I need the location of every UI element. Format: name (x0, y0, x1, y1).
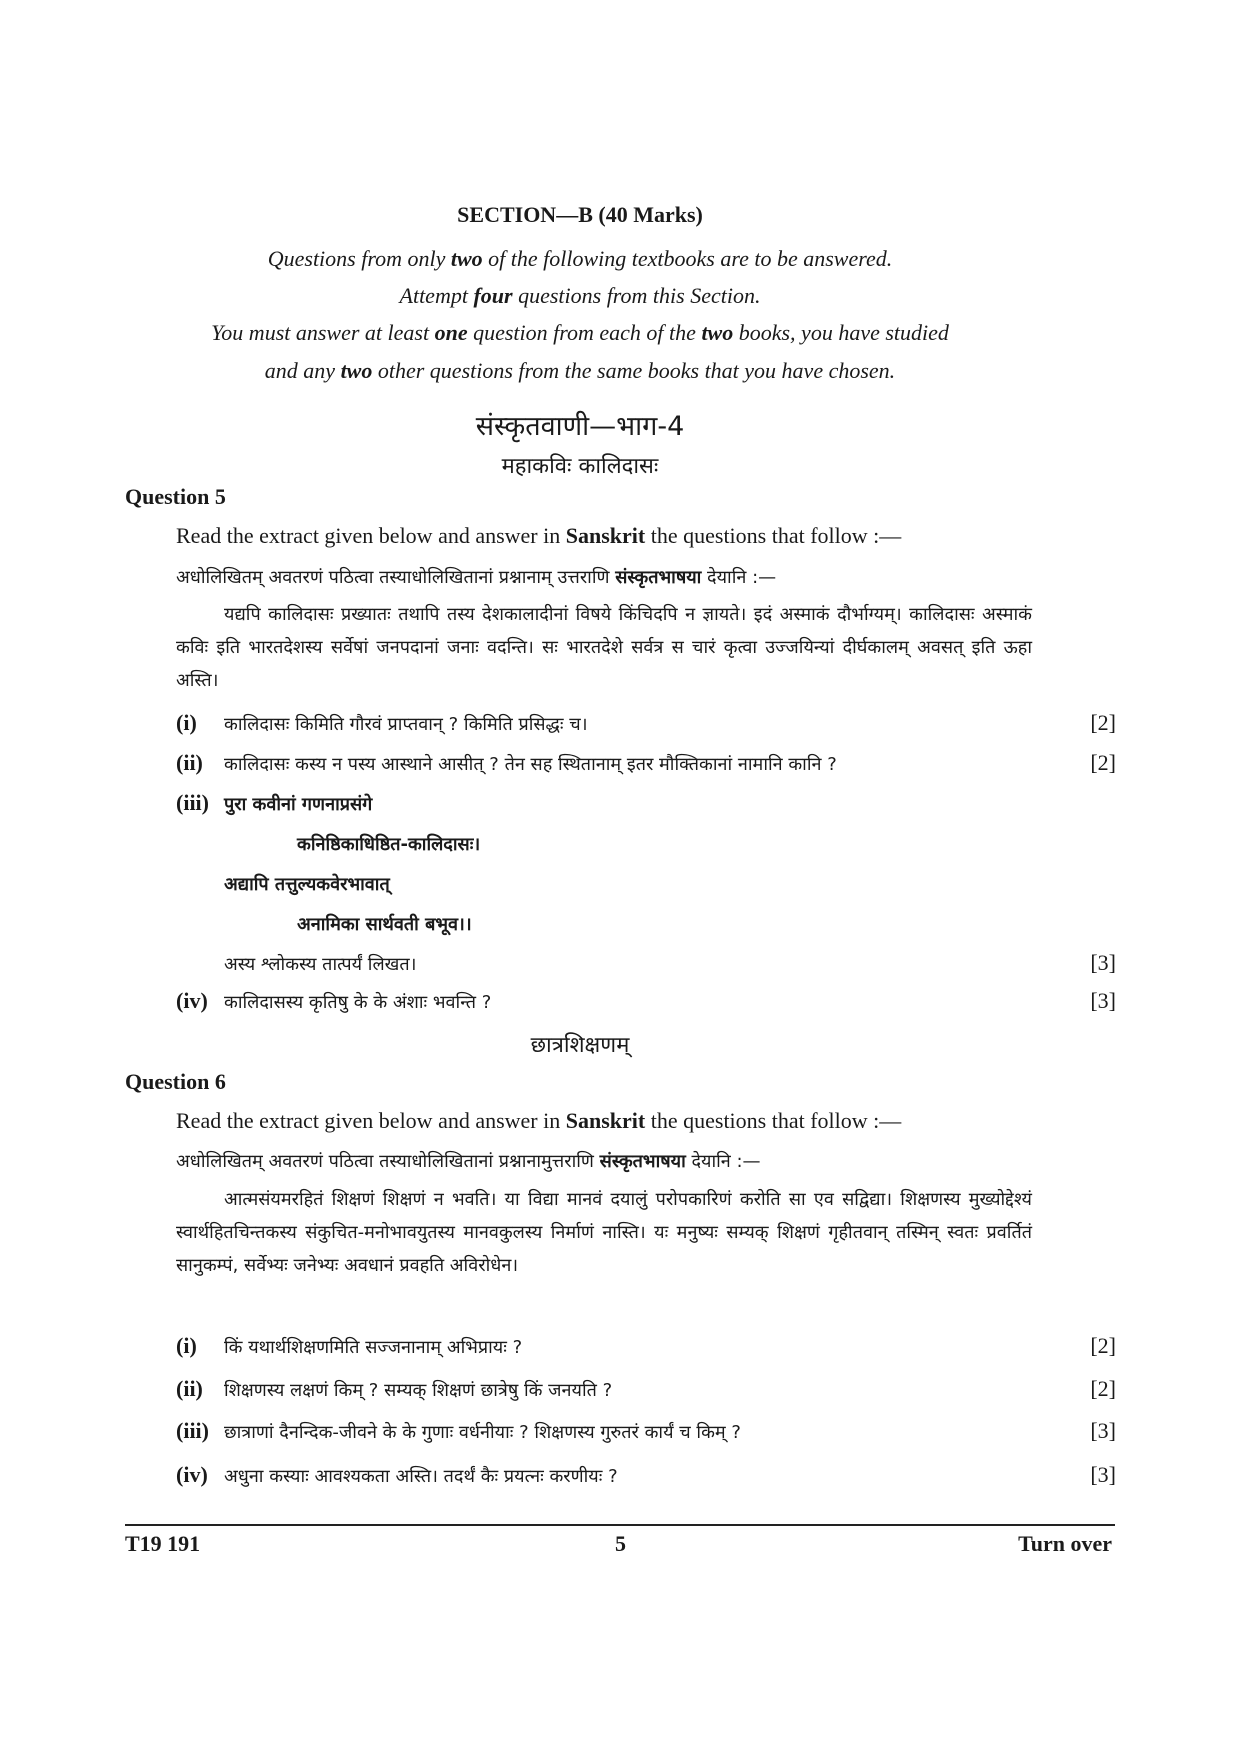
instruction-line-1: Questions from only two of the following textbooks are to be answered. (267, 246, 893, 271)
q5-english-instruction: Read the extract given below and answer in Sanskrit the questions that follow :— (176, 523, 902, 548)
item-text: कालिदासः किमिति गौरवं प्राप्तवान् ? किमिति प्रसिद्धः च। (224, 714, 588, 735)
chapter-title-2: छात्रशिक्षणम् (530, 1033, 630, 1058)
item-number: (ii) (176, 1376, 203, 1401)
page-number: 5 (615, 1531, 626, 1556)
item-text: पुरा कवीनां गणनाप्रसंगे (224, 794, 373, 815)
q6-item-iv (176, 1462, 1116, 1492)
verse-line-3: अनामिका सार्थवती बभूव।। (297, 914, 472, 935)
chapter-title: महाकविः कालिदासः (501, 454, 659, 479)
item-text: छात्राणां दैनन्दिक-जीवने के के गुणाः वर्धनीयाः ? शिक्षणस्य गुरुतरं कार्यं च किम् ? (224, 1422, 741, 1443)
q6-item-ii (176, 1376, 1116, 1406)
item-marks: [2] (1090, 1333, 1116, 1358)
footer-rule (125, 1524, 1115, 1526)
item-number: (iii) (176, 1418, 209, 1443)
item-marks: [3] (1090, 950, 1116, 975)
q6-english-instruction: Read the extract given below and answer in Sanskrit the questions that follow :— (176, 1108, 902, 1133)
q6-passage: आत्मसंयमरहितं शिक्षणं शिक्षणं न भवति। या विद्या मानवं दयालुं परोपकारिणं करोति सा एव सद्विद्या। शिक्षणस्य मुख्योद्देश्यं स्वार्थहितचिन्तकस्य संकुचित-मनोभावयुतस्य मानवकुलस्य निर्माणं नास्ति। यः मनुष्यः सम्यक् शिक्षणं गृहीतवान् तस्मिन् स्वतः प्रवर्तितं सानुकम्पं, सर्वेभ्यः जनेभ्यः अवधानं प्रवहति अविरोधेन। (176, 1189, 1032, 1276)
item-marks: [3] (1090, 1462, 1116, 1487)
verse-line-1: कनिष्ठिकाधिष्ठित-कालिदासः। (297, 834, 481, 855)
item-marks: [2] (1090, 1376, 1116, 1401)
q5-item-ii (176, 750, 1116, 780)
verse-line-2: अद्यापि तत्तुल्यकवेरभावात् (224, 874, 390, 895)
item-marks: [3] (1090, 1418, 1116, 1443)
q6-sanskrit-instruction: अधोलिखितम् अवतरणं पठित्वा तस्याधोलिखितानां प्रश्नानामुत्तराणि संस्कृतभाषया देयानि :— (176, 1151, 761, 1172)
item-marks: [2] (1090, 710, 1116, 735)
q5-sanskrit-instruction: अधोलिखितम् अवतरणं पठित्वा तस्याधोलिखितानां प्रश्नानाम् उत्तराणि संस्कृतभाषया देयानि :— (176, 567, 777, 588)
item-text: अधुना कस्याः आवश्यकता अस्ति। तदर्थं कैः प्रयत्नः करणीयः ? (224, 1466, 618, 1487)
item-text: किं यथार्थशिक्षणमिति सज्जनानाम् अभिप्रायः ? (224, 1337, 523, 1358)
item-text: शिक्षणस्य लक्षणं किम् ? सम्यक् शिक्षणं छात्रेषु किं जनयति ? (224, 1380, 613, 1401)
item-marks: [2] (1090, 750, 1116, 775)
item-marks: [3] (1090, 988, 1116, 1013)
instruction-line-2: Attempt four questions from this Section. (399, 283, 761, 308)
question-6-heading: Question 6 (125, 1069, 226, 1094)
instruction-line-3: You must answer at least one question from each of the two books, you have studied (211, 320, 949, 345)
paper-code: T19 191 (125, 1531, 201, 1556)
q6-item-i (176, 1333, 1116, 1363)
item-number: (i) (176, 710, 197, 735)
item-number: (iv) (176, 1462, 208, 1487)
q5-passage: यद्यपि कालिदासः प्रख्यातः तथापि तस्य देशकालादीनां विषये किंचिदपि न ज्ञायते। इदं अस्माकं दौर्भाग्यम्। कालिदासः अस्माकं कविः इति भारतदेशस्य सर्वेषां जनपदानां जनाः वदन्ति। सः भारतदेशे सर्वत्र स चारं कृत्वा उज्जयिन्यां दीर्घकालम् अवसत् इति ऊहा अस्ति। (176, 604, 1032, 691)
item-text: अस्य श्लोकस्य तात्पर्यं लिखत। (224, 954, 417, 975)
item-text: कालिदासः कस्य न पस्य आस्थाने आसीत् ? तेन सह स्थितानाम् इतर मौक्तिकानां नामानि कानि ? (224, 754, 837, 775)
q6-item-iii (176, 1418, 1116, 1448)
q5-item-iii (176, 790, 1116, 820)
q5-item-i (176, 710, 1116, 740)
item-text: कालिदासस्य कृतिषु के के अंशाः भवन्ति ? (224, 992, 492, 1013)
section-title: SECTION—B (40 Marks) (457, 202, 703, 227)
item-number: (iv) (176, 988, 208, 1013)
book-title: संस्कृतवाणी—भाग-4 (475, 411, 685, 442)
item-number: (iii) (176, 790, 209, 815)
q5-verse-question (176, 950, 1116, 980)
q5-item-iv (176, 988, 1116, 1018)
item-number: (i) (176, 1333, 197, 1358)
question-5-heading: Question 5 (125, 484, 226, 509)
item-number: (ii) (176, 750, 203, 775)
instruction-line-4: and any two other questions from the same books that you have chosen. (264, 358, 896, 383)
turn-over-label: Turn over (1018, 1531, 1112, 1556)
